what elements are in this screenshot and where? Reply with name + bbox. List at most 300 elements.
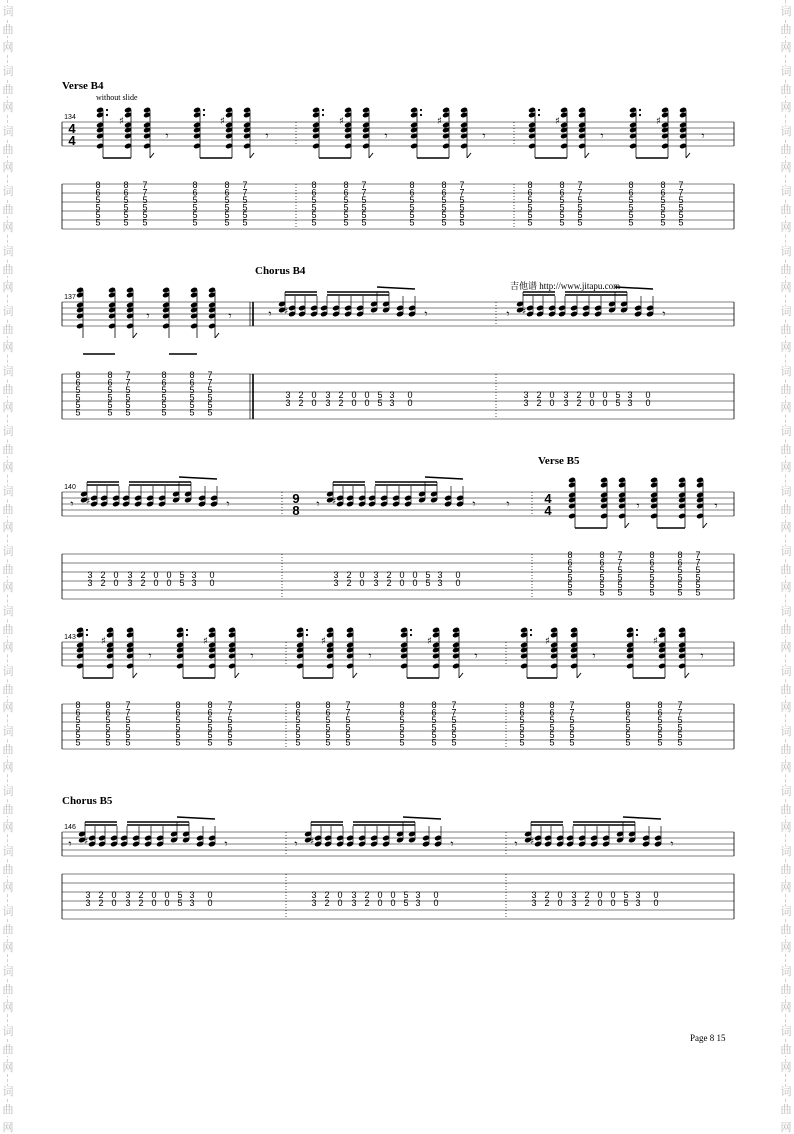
tab-fret-number: 5: [615, 398, 621, 408]
watermark-char: 网: [780, 342, 792, 354]
note-flag: [685, 673, 689, 678]
tab-fret-number: 5: [242, 202, 248, 213]
watermark-char: 词: [780, 306, 792, 318]
tab-fret-number: 0: [653, 890, 659, 900]
watermark-char: 曲: [2, 444, 14, 456]
watermark-char: 网: [2, 402, 14, 414]
tab-fret-number: 0: [549, 398, 555, 408]
tab-fret-number: 5: [567, 565, 573, 575]
tab-fret-number: 5: [559, 210, 565, 220]
measure-number: 143: [64, 634, 76, 641]
watermark-char: 曲: [780, 84, 792, 96]
tab-fret-number: 8: [189, 370, 195, 380]
watermark-char: 词: [780, 546, 792, 558]
tab-fret-number: 2: [98, 898, 104, 908]
tab-fret-number: 3: [125, 890, 131, 900]
tab-fret-number: 7: [577, 180, 583, 190]
tab-fret-number: 5: [527, 210, 533, 220]
measure-number: 134: [64, 114, 76, 121]
watermark-char: 词: [2, 486, 14, 498]
tab-fret-number: 0: [602, 398, 608, 408]
tab-fret-number: 5: [295, 715, 301, 725]
tab-fret-number: 0: [377, 898, 383, 908]
watermark-char: 词: [2, 546, 14, 558]
tab-fret-number: 5: [425, 578, 431, 588]
tab-fret-number: 5: [399, 737, 405, 748]
watermark-char: 网: [780, 942, 792, 954]
tab-fret-number: 5: [105, 737, 111, 748]
tab-fret-number: 5: [311, 195, 317, 205]
without-slide-annotation: without slide: [96, 93, 138, 102]
tab-fret-number: 5: [295, 737, 301, 748]
tab-fret-number: 5: [175, 737, 181, 748]
watermark-char: 曲: [2, 924, 14, 936]
tab-fret-number: 5: [441, 195, 447, 205]
tab-fret-number: 5: [399, 730, 405, 740]
sharp-accidental: ♯: [321, 636, 326, 647]
tab-fret-number: 0: [390, 898, 396, 908]
sharp-accidental: ♯: [86, 497, 91, 507]
tab-fret-number: 5: [125, 407, 131, 418]
tab-fret-number: 5: [107, 392, 113, 403]
tab-fret-number: 8: [105, 700, 111, 710]
tab-fret-number: 5: [207, 715, 213, 725]
watermark-char: 曲: [780, 564, 792, 576]
tab-fret-number: 5: [142, 217, 148, 228]
eighth-rest: 𝄾: [265, 129, 269, 143]
tab-fret-number: 6: [625, 707, 631, 718]
tab-fret-number: 5: [559, 217, 565, 228]
eighth-rest: 𝄾: [146, 309, 150, 323]
tab-fret-number: 7: [227, 707, 233, 718]
tab-fret-number: 5: [345, 715, 351, 725]
tab-fret-number: 6: [441, 187, 447, 198]
dot: [86, 634, 88, 636]
tab-fret-number: 5: [409, 202, 415, 213]
tab-fret-number: 5: [95, 210, 101, 220]
tab-fret-number: 8: [559, 180, 565, 190]
tab-fret-number: 2: [98, 890, 104, 900]
section-verse-b4: Verse B4: [62, 80, 104, 92]
tab-fret-number: 8: [95, 180, 101, 190]
tab-fret-number: 5: [311, 217, 317, 228]
tab-fret-number: 5: [107, 385, 113, 395]
dot: [410, 629, 412, 631]
watermark-char: 网: [2, 162, 14, 174]
tab-fret-number: 3: [523, 398, 529, 408]
tab-fret-number: 0: [377, 890, 383, 900]
tab-fret-number: 2: [364, 890, 370, 900]
tab-fret-number: 8: [161, 370, 167, 380]
tab-fret-number: 2: [298, 398, 304, 408]
tab-fret-number: 5: [660, 202, 666, 213]
tab-fret-number: 3: [571, 890, 577, 900]
watermark-char: 网: [780, 882, 792, 894]
tab-fret-number: 0: [557, 898, 563, 908]
tab-fret-number: 5: [657, 737, 663, 748]
tab-fret-number: 6: [75, 377, 81, 388]
tab-fret-number: 5: [577, 195, 583, 205]
tab-fret-number: 8: [311, 180, 317, 190]
tab-fret-number: 6: [105, 707, 111, 718]
tab-fret-number: 5: [207, 385, 213, 395]
tab-fret-number: 5: [75, 737, 81, 748]
tab-fret-number: 5: [345, 730, 351, 740]
site-watermark-text: 吉他谱 http://www.jitapu.com: [510, 281, 621, 291]
tab-fret-number: 5: [361, 217, 367, 228]
sharp-accidental: ♯: [220, 116, 225, 127]
tab-fret-number: 5: [678, 195, 684, 205]
tab-fret-number: 7: [569, 707, 575, 718]
tab-fret-number: 2: [536, 390, 542, 400]
tab-fret-number: 3: [389, 398, 395, 408]
tab-fret-number: 5: [577, 217, 583, 228]
tab-fret-number: 3: [311, 898, 317, 908]
watermark-char: 词: [780, 786, 792, 798]
eighth-rest: 𝄾: [474, 649, 478, 663]
tab-fret-number: 2: [140, 578, 146, 588]
watermark-char: 词: [780, 246, 792, 258]
eighth-rest: 𝄾: [700, 649, 704, 663]
tab-fret-number: 5: [177, 890, 183, 900]
tab-fret-number: 5: [75, 715, 81, 725]
watermark-char: 词: [780, 1086, 792, 1098]
tab-fret-number: 6: [431, 707, 437, 718]
tab-fret-number: 5: [431, 730, 437, 740]
tab-fret-number: 5: [123, 217, 129, 228]
tab-fret-number: 5: [125, 737, 131, 748]
tab-fret-number: 0: [113, 578, 119, 588]
tab-fret-number: 8: [207, 700, 213, 710]
tab-fret-number: 3: [87, 570, 93, 580]
watermark-char: 曲: [2, 1044, 14, 1056]
tab-fret-number: 8: [409, 180, 415, 190]
tab-fret-number: 5: [625, 715, 631, 725]
watermark-char: 网: [2, 1062, 14, 1074]
tab-fret-number: 5: [599, 572, 605, 583]
tab-fret-number: 2: [364, 898, 370, 908]
watermark-char: 词: [780, 1026, 792, 1038]
section-verse-b5: Verse B5: [538, 455, 580, 467]
watermark-char: 曲: [780, 624, 792, 636]
tab-fret-number: 3: [627, 398, 633, 408]
tab-fret-number: 3: [191, 570, 197, 580]
tab-fret-number: 5: [569, 737, 575, 748]
tab-fret-number: 6: [189, 377, 195, 388]
tab-fret-number: 5: [599, 587, 605, 598]
tab-fret-number: 0: [433, 898, 439, 908]
tab-fret-number: 0: [433, 890, 439, 900]
tab-fret-number: 5: [192, 202, 198, 213]
sharp-accidental: ♯: [332, 497, 337, 507]
tab-fret-number: 5: [75, 407, 81, 418]
time-signature: 9: [292, 491, 300, 506]
tab-fret-number: 6: [657, 707, 663, 718]
tab-fret-number: 5: [695, 565, 701, 575]
eighth-rest: 𝄾: [228, 309, 232, 323]
tab-fret-number: 7: [207, 370, 213, 380]
watermark-char: 词: [780, 366, 792, 378]
watermark-char: 网: [2, 342, 14, 354]
dot: [186, 629, 188, 631]
tab-fret-number: 5: [567, 572, 573, 583]
tab-fret-number: 5: [227, 715, 233, 725]
watermark-char: 曲: [780, 264, 792, 276]
tab-fret-number: 5: [207, 400, 213, 410]
tab-fret-number: 7: [451, 700, 457, 710]
tab-fret-number: 3: [351, 890, 357, 900]
tab-fret-number: 5: [295, 730, 301, 740]
note-beam: [177, 817, 215, 819]
tab-fret-number: 5: [311, 202, 317, 213]
tab-fret-number: 0: [455, 578, 461, 588]
tab-fret-number: 0: [153, 578, 159, 588]
tab-fret-number: 5: [242, 217, 248, 228]
tab-fret-number: 5: [628, 217, 634, 228]
page-number: Page 8 15: [690, 1033, 726, 1043]
tab-fret-number: 2: [346, 578, 352, 588]
tab-fret-number: 5: [227, 722, 233, 733]
tab-fret-number: 5: [660, 217, 666, 228]
tab-fret-number: 5: [75, 722, 81, 733]
watermark-char: 曲: [780, 804, 792, 816]
tab-fret-number: 5: [678, 217, 684, 228]
sharp-accidental: ♯: [522, 307, 527, 317]
tab-fret-number: 8: [192, 180, 198, 190]
watermark-char: 网: [780, 702, 792, 714]
eighth-rest: 𝄾: [714, 499, 718, 513]
watermark-char: 曲: [780, 984, 792, 996]
tab-fret-number: 6: [295, 707, 301, 718]
tab-fret-number: 0: [207, 890, 213, 900]
eighth-rest: 𝄾: [268, 307, 272, 321]
time-signature: 4: [544, 491, 552, 506]
tab-fret-number: 5: [559, 195, 565, 205]
tab-fret-number: 5: [125, 730, 131, 740]
tab-fret-number: 5: [559, 202, 565, 213]
tab-fret-number: 7: [125, 707, 131, 718]
tab-fret-number: 5: [343, 202, 349, 213]
tab-fret-number: 5: [678, 202, 684, 213]
tab-fret-number: 5: [125, 715, 131, 725]
tab-fret-number: 0: [549, 390, 555, 400]
tab-fret-number: 6: [399, 707, 405, 718]
watermark-char: 网: [2, 1122, 14, 1134]
tab-fret-number: 3: [325, 398, 331, 408]
tab-fret-number: 3: [563, 398, 569, 408]
tab-fret-number: 8: [549, 700, 555, 710]
tab-fret-number: 5: [361, 202, 367, 213]
tab-fret-number: 2: [298, 390, 304, 400]
tab-fret-number: 2: [584, 890, 590, 900]
tab-fret-number: 5: [617, 572, 623, 583]
tab-fret-number: 3: [373, 570, 379, 580]
tab-fret-number: 0: [557, 890, 563, 900]
tab-fret-number: 2: [576, 398, 582, 408]
tab-fret-number: 0: [602, 390, 608, 400]
eighth-rest: 𝄾: [384, 129, 388, 143]
tab-fret-number: 5: [425, 570, 431, 580]
watermark-char: 曲: [2, 84, 14, 96]
tab-fret-number: 5: [678, 210, 684, 220]
tab-fret-number: 5: [207, 737, 213, 748]
tab-fret-number: 0: [390, 890, 396, 900]
sharp-accidental: ♯: [656, 116, 661, 127]
tab-fret-number: 5: [179, 578, 185, 588]
tab-fret-number: 7: [345, 707, 351, 718]
tab-fret-number: 5: [125, 392, 131, 403]
tab-fret-number: 5: [105, 730, 111, 740]
tab-fret-number: 5: [677, 730, 683, 740]
tab-fret-number: 5: [660, 210, 666, 220]
sharp-accidental: ♯: [555, 116, 560, 127]
eighth-rest: 𝄾: [250, 649, 254, 663]
tab-fret-number: 2: [338, 398, 344, 408]
tab-fret-number: 6: [161, 377, 167, 388]
tab-fret-number: 5: [207, 722, 213, 733]
tab-fret-number: 5: [224, 195, 230, 205]
tab-fret-number: 5: [677, 722, 683, 733]
note-flag: [585, 153, 589, 158]
tab-fret-number: 5: [192, 195, 198, 205]
tab-fret-number: 5: [625, 737, 631, 748]
watermark-char: 网: [2, 1002, 14, 1014]
tab-fret-number: 2: [324, 898, 330, 908]
watermark-char: 网: [780, 462, 792, 474]
tab-fret-number: 0: [407, 398, 413, 408]
tab-fret-number: 5: [75, 385, 81, 395]
tab-fret-number: 5: [625, 722, 631, 733]
tab-fret-number: 5: [459, 217, 465, 228]
tab-fret-number: 5: [403, 898, 409, 908]
tab-fret-number: 5: [549, 737, 555, 748]
tab-fret-number: 2: [138, 898, 144, 908]
tab-fret-number: 0: [589, 398, 595, 408]
tab-fret-number: 8: [75, 370, 81, 380]
tab-fret-number: 5: [207, 730, 213, 740]
dot: [636, 629, 638, 631]
tab-fret-number: 6: [107, 377, 113, 388]
tab-fret-number: 8: [343, 180, 349, 190]
tab-fret-number: 6: [628, 187, 634, 198]
tab-fret-number: 8: [399, 700, 405, 710]
tab-fret-number: 5: [343, 210, 349, 220]
watermark-char: 曲: [780, 684, 792, 696]
tab-fret-number: 8: [649, 550, 655, 560]
tab-fret-number: 6: [519, 707, 525, 718]
tab-fret-number: 0: [153, 570, 159, 580]
tab-fret-number: 3: [531, 898, 537, 908]
tab-fret-number: 5: [569, 722, 575, 733]
tab-fret-number: 0: [589, 390, 595, 400]
eighth-rest: 𝄾: [165, 129, 169, 143]
eighth-rest: 𝄾: [472, 497, 476, 511]
tab-fret-number: 5: [377, 398, 383, 408]
tab-fret-number: 5: [625, 730, 631, 740]
dot: [530, 629, 532, 631]
tab-fret-number: 5: [343, 217, 349, 228]
dot: [203, 114, 205, 116]
tab-fret-number: 3: [415, 898, 421, 908]
sharp-accidental: ♯: [310, 837, 315, 847]
tab-fret-number: 5: [295, 722, 301, 733]
watermark-char: 曲: [780, 864, 792, 876]
dot: [538, 109, 540, 111]
dot: [639, 114, 641, 116]
tab-fret-number: 5: [123, 210, 129, 220]
tab-fret-number: 0: [653, 898, 659, 908]
eighth-rest: 𝄾: [316, 497, 320, 511]
tab-fret-number: 7: [459, 187, 465, 198]
tab-fret-number: 7: [125, 700, 131, 710]
section-chorus-b5: Chorus B5: [62, 795, 113, 807]
watermark-char: 曲: [2, 144, 14, 156]
tab-fret-number: 6: [207, 707, 213, 718]
tab-fret-number: 6: [549, 707, 555, 718]
note-flag: [133, 673, 137, 678]
tab-fret-number: 8: [660, 180, 666, 190]
tab-fret-number: 3: [437, 578, 443, 588]
tab-fret-number: 5: [325, 722, 331, 733]
tab-fret-number: 5: [95, 195, 101, 205]
sharp-accidental: ♯: [119, 116, 124, 127]
watermark-char: 曲: [780, 24, 792, 36]
watermark-char: 曲: [2, 264, 14, 276]
tab-fret-number: 5: [567, 587, 573, 598]
tab-fret-number: 8: [123, 180, 129, 190]
tab-fret-number: 0: [209, 570, 215, 580]
dot: [106, 114, 108, 116]
tab-fret-number: 5: [649, 587, 655, 598]
tab-fret-number: 3: [571, 898, 577, 908]
watermark-char: 网: [780, 582, 792, 594]
watermark-char: 词: [2, 726, 14, 738]
tab-fret-number: 6: [649, 557, 655, 568]
watermark-char: 曲: [2, 24, 14, 36]
tab-fret-number: 5: [459, 202, 465, 213]
tab-fret-number: 3: [325, 390, 331, 400]
watermark-char: 词: [780, 966, 792, 978]
watermark-char: 词: [2, 426, 14, 438]
tab-fret-number: 5: [75, 730, 81, 740]
watermark-char: 词: [780, 666, 792, 678]
watermark-char: 网: [2, 942, 14, 954]
tab-fret-number: 6: [311, 187, 317, 198]
tab-fret-number: 3: [531, 890, 537, 900]
tab-fret-number: 2: [324, 890, 330, 900]
note-flag: [215, 333, 219, 338]
tab-fret-number: 3: [127, 570, 133, 580]
watermark-char: 网: [2, 102, 14, 114]
tab-fret-number: 5: [649, 580, 655, 590]
sharp-accidental: ♯: [437, 116, 442, 127]
watermark-char: 曲: [780, 384, 792, 396]
tab-fret-number: 8: [107, 370, 113, 380]
tab-fret-number: 3: [311, 890, 317, 900]
tab-fret-number: 5: [227, 730, 233, 740]
sharp-accidental: ♯: [339, 116, 344, 127]
note-beam: [615, 287, 653, 289]
tab-fret-number: 3: [333, 570, 339, 580]
tab-fret-number: 5: [599, 580, 605, 590]
tab-fret-number: 5: [175, 722, 181, 733]
tab-fret-number: 8: [295, 700, 301, 710]
tab-fret-number: 5: [399, 722, 405, 733]
tab-fret-number: 3: [191, 578, 197, 588]
tab-fret-number: 5: [107, 400, 113, 410]
tab-fret-number: 5: [125, 385, 131, 395]
tab-fret-number: 0: [412, 578, 418, 588]
